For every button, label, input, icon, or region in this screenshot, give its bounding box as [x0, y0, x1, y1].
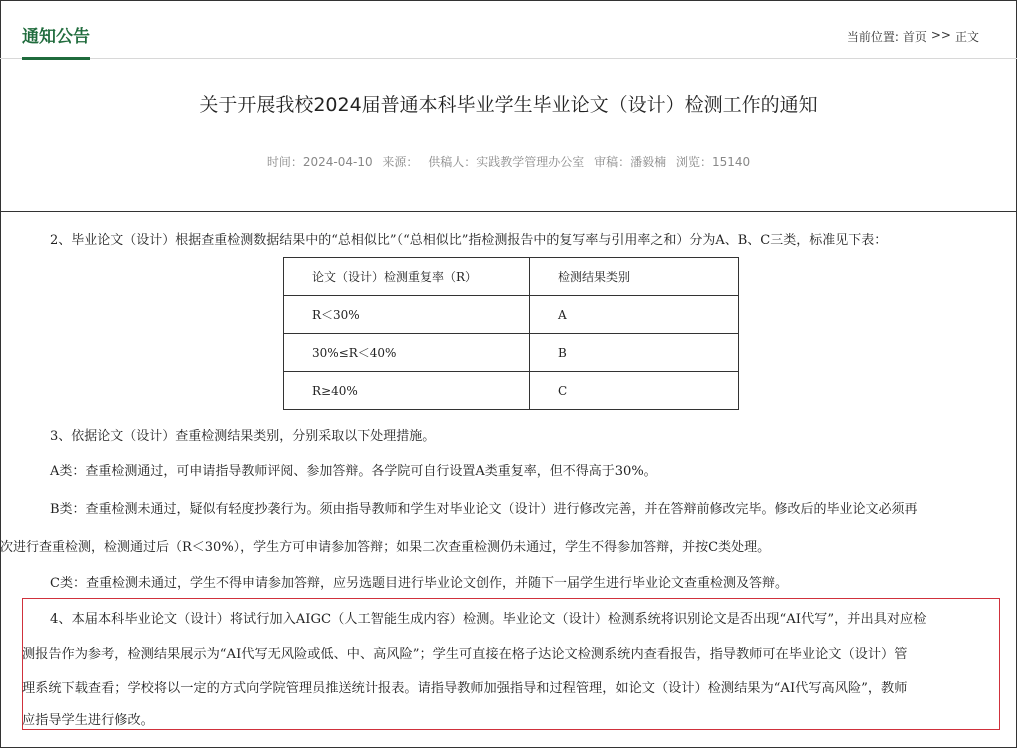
paragraph-3: 3、依据论文（设计）查重检测结果类别，分别采取以下处理措施。 [50, 429, 436, 444]
meta-source: 来源： [382, 155, 419, 169]
table-cell: 30%≤R＜40% [284, 334, 530, 372]
table-cell: B [530, 334, 739, 372]
paragraph-4-line2: 测报告作为参考，检测结果展示为“AI代写无风险或低、中、高风险”；学生可直接在格子达论文检测系统内查看报告，指导教师可在毕业论文（设计）管 [22, 647, 908, 662]
table-cell: C [530, 372, 739, 410]
table-header-row [284, 258, 739, 296]
table-cell: A [530, 296, 739, 334]
table-row [284, 296, 739, 334]
table-row [284, 334, 739, 372]
paragraph-4-line3: 理系统下载查看；学校将以一定的方式向学院管理员推送统计报表。请指导教师加强指导和过程管理，如论文（设计）检测结果为“AI代写高风险”，教师 [22, 681, 908, 696]
table-cell: R＜30% [284, 296, 530, 334]
article-title: 关于开展我校2024届普通本科毕业学生毕业论文（设计）检测工作的通知 [199, 94, 818, 116]
paragraph-class-b-line2: 次进行查重检测，检测通过后（R＜30%），学生方可申请参加答辩；如果二次查重检测仍未通过，学生不得参加答辩，并按C类处理。 [0, 540, 771, 555]
page-header [0, 0, 1017, 59]
breadcrumb-separator: >> [930, 28, 951, 42]
paragraph-class-a: A类：查重检测通过，可申请指导教师评阅、参加答辩。各学院可自行设置A类重复率，但不得高于30%。 [50, 464, 657, 479]
content-divider [0, 211, 1017, 212]
breadcrumb [847, 28, 979, 45]
breadcrumb-home-link[interactable]: 首页 [902, 30, 927, 44]
section-title: 通知公告 [22, 22, 90, 60]
meta-reviewer: 审稿：潘毅楠 [594, 155, 667, 169]
meta-views: 浏览：15140 [675, 155, 751, 169]
meta-author: 供稿人：实践教学管理办公室 [428, 155, 585, 169]
table-row [284, 372, 739, 410]
article-meta [0, 153, 1017, 170]
paragraph-class-b-line1: B类：查重检测未通过，疑似有轻度抄袭行为。须由指导教师和学生对毕业论文（设计）进行修改完善，并在答辩前修改完毕。修改后的毕业论文必须再 [50, 502, 918, 517]
paragraph-class-c: C类：查重检测未通过，学生不得申请参加答辩，应另选题目进行毕业论文创作，并随下一届学生进行毕业论文查重检测及答辩。 [50, 576, 788, 591]
breadcrumb-current: 正文 [954, 30, 979, 44]
table-header-cell: 论文（设计）检测重复率（R） [284, 258, 530, 296]
paragraph-4-line4: 应指导学生进行修改。 [22, 713, 154, 728]
paragraph-2: 2、毕业论文（设计）根据查重检测数据结果中的“总相似比”（“总相似比”指检测报告中的复写率与引用率之和）分为A、B、C三类，标准见下表： [50, 233, 888, 248]
meta-time: 时间：2024-04-10 [266, 155, 373, 169]
table-cell: R≥40% [284, 372, 530, 410]
paragraph-4-line1: 4、本届本科毕业论文（设计）将试行加入AIGC（人工智能生成内容）检测。毕业论文（设计）检测系统将识别论文是否出现“AI代写”，并出具对应检 [50, 612, 927, 627]
table-header-cell: 检测结果类别 [530, 258, 739, 296]
similarity-table [283, 257, 739, 410]
breadcrumb-prefix: 当前位置: [846, 30, 899, 44]
